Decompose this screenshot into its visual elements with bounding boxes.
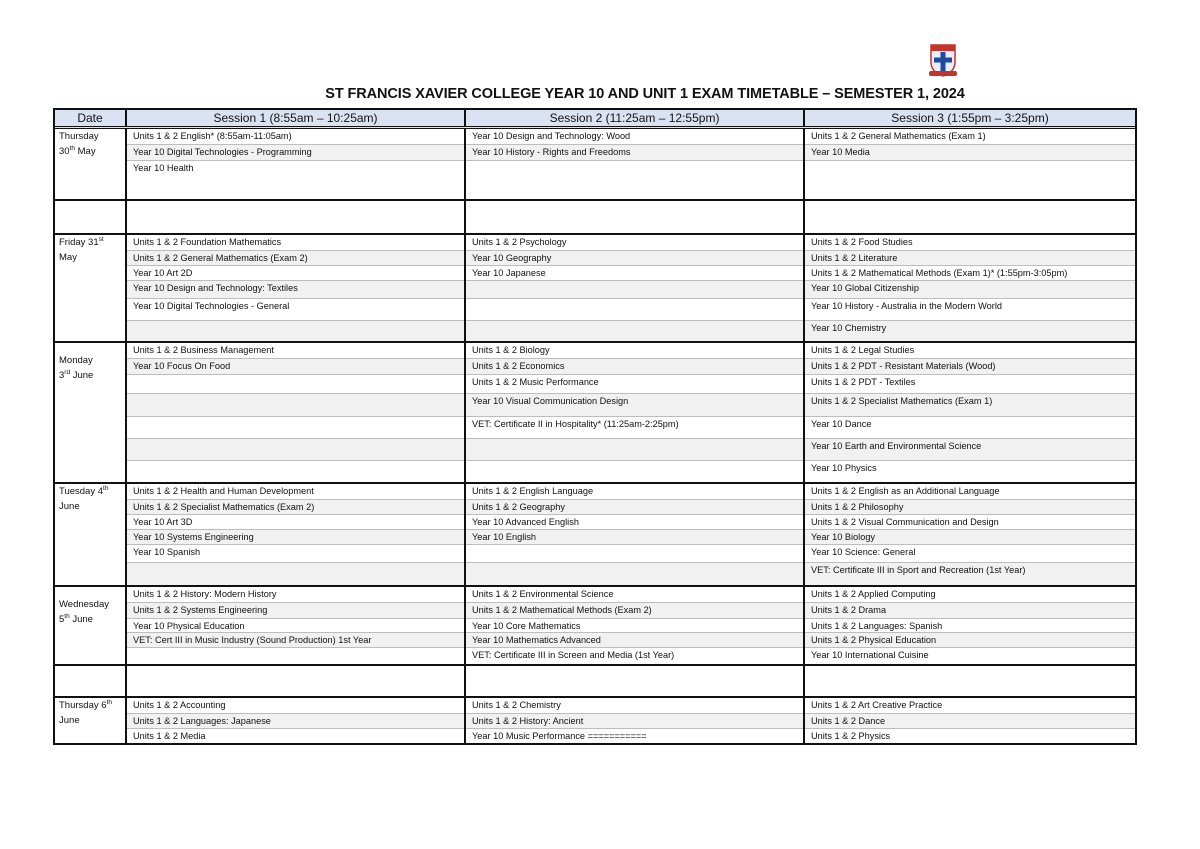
date-cell	[55, 129, 125, 199]
exam-entry: Units 1 & 2 Drama	[805, 603, 1135, 619]
date-ordinal: th	[106, 698, 112, 706]
exam-entry	[127, 666, 464, 696]
exam-entry	[805, 666, 1135, 696]
exam-entry: Year 10 Core Mathematics	[466, 619, 803, 633]
exam-entry: Units 1 & 2 Legal Studies	[805, 343, 1135, 359]
session-3-column	[803, 484, 1135, 585]
exam-entry: Units 1 & 2 Biology	[466, 343, 803, 359]
exam-entry	[466, 439, 803, 461]
exam-entry: Year 10 Science: General	[805, 545, 1135, 563]
exam-entry	[127, 321, 464, 341]
day-block	[55, 666, 1135, 698]
exam-entry: Year 10 Art 2D	[127, 266, 464, 281]
exam-entry: Units 1 & 2 Health and Human Development	[127, 484, 464, 500]
exam-entry: Units 1 & 2 General Mathematics (Exam 2)	[127, 251, 464, 266]
header-session-3: Session 3 (1:55pm – 3:25pm)	[803, 110, 1135, 126]
exam-entry: Units 1 & 2 Literature	[805, 251, 1135, 266]
exam-entry: Units 1 & 2 Food Studies	[805, 235, 1135, 251]
exam-entry: Units 1 & 2 Specialist Mathematics (Exam 2)	[127, 500, 464, 515]
exam-entry	[466, 321, 803, 341]
exam-entry: Units 1 & 2 Mathematical Methods (Exam 2)	[466, 603, 803, 619]
date-cell	[55, 666, 125, 696]
exam-entry: Year 10 Geography	[466, 251, 803, 266]
exam-entry: Units 1 & 2 Specialist Mathematics (Exam 1)	[805, 394, 1135, 417]
date-day: Monday	[59, 355, 93, 366]
exam-entry: Units 1 & 2 Economics	[466, 359, 803, 375]
exam-entry: Units 1 & 2 English* (8:55am-11:05am)	[127, 129, 464, 145]
exam-entry: Units 1 & 2 History: Ancient	[466, 714, 803, 729]
exam-entry	[127, 375, 464, 394]
session-3-column	[803, 343, 1135, 482]
timetable-body	[55, 129, 1135, 743]
session-1-column	[125, 666, 464, 696]
exam-entry: Year 10 Design and Technology: Textiles	[127, 281, 464, 299]
date-ordinal: st	[98, 235, 104, 243]
exam-entry: VET: Certificate II in Hospitality* (11:25am-2:25pm)	[466, 417, 803, 439]
exam-entry: Year 10 Biology	[805, 530, 1135, 545]
exam-entry: Units 1 & 2 Geography	[466, 500, 803, 515]
exam-entry: Units 1 & 2 Environmental Science	[466, 587, 803, 603]
exam-entry	[127, 563, 464, 585]
exam-entry: Year 10 Global Citizenship	[805, 281, 1135, 299]
date-number: 3	[59, 370, 65, 381]
exam-entry: Units 1 & 2 Systems Engineering	[127, 603, 464, 619]
date-month: June	[59, 715, 80, 726]
date-number: 5	[59, 614, 65, 625]
exam-entry: Units 1 & 2 Languages: Japanese	[127, 714, 464, 729]
exam-entry: Year 10 Art 3D	[127, 515, 464, 530]
exam-entry: Units 1 & 2 Chemistry	[466, 698, 803, 714]
exam-entry: Units 1 & 2 Psychology	[466, 235, 803, 251]
day-block	[55, 235, 1135, 343]
exam-entry	[466, 299, 803, 321]
exam-entry	[805, 161, 1135, 199]
date-ordinal: th	[103, 484, 109, 492]
date-day: Friday 31	[59, 237, 99, 248]
exam-entry	[466, 666, 803, 696]
exam-entry	[127, 417, 464, 439]
session-2-column	[464, 698, 803, 743]
date-ordinal: th	[64, 612, 70, 620]
session-2-column	[464, 201, 803, 233]
exam-entry: Year 10 Visual Communication Design	[466, 394, 803, 417]
exam-entry: Year 10 Physical Education	[127, 619, 464, 633]
exam-entry	[466, 281, 803, 299]
college-crest-logo	[928, 42, 958, 78]
date-cell	[55, 484, 125, 585]
exam-entry	[127, 439, 464, 461]
exam-entry: Units 1 & 2 History: Modern History	[127, 587, 464, 603]
exam-entry: Units 1 & 2 Physics	[811, 731, 891, 741]
exam-entry: Year 10 Chemistry	[805, 321, 1135, 341]
date-day: Thursday	[59, 131, 99, 142]
session-2-column	[464, 666, 803, 696]
session-3-column	[803, 235, 1135, 341]
exam-entry: VET: Certificate III in Screen and Media (1st Year)	[472, 650, 675, 660]
exam-entry: Units 1 & 2 English Language	[466, 484, 803, 500]
header-session-2: Session 2 (11:25am – 12:55pm)	[464, 110, 803, 126]
exam-entry: Units 1 & 2 Accounting	[127, 698, 464, 714]
exam-entry: Units 1 & 2 Visual Communication and Design	[805, 515, 1135, 530]
exam-entry: Units 1 & 2 Dance	[805, 714, 1135, 729]
exam-entry	[466, 201, 803, 233]
date-ordinal: rd	[64, 368, 71, 376]
exam-entry: Units 1 & 2 Applied Computing	[805, 587, 1135, 603]
header-session-1: Session 1 (8:55am – 10:25am)	[125, 110, 464, 126]
date-cell	[55, 698, 125, 743]
date-day: Thursday 6	[59, 700, 107, 711]
exam-entry: Year 10 International Cuisine	[811, 650, 929, 660]
page-title: ST FRANCIS XAVIER COLLEGE YEAR 10 AND UNIT 1 EXAM TIMETABLE – SEMESTER 1, 2024	[325, 86, 965, 102]
session-2-column	[464, 484, 803, 585]
session-1-column	[125, 235, 464, 341]
date-month: May	[59, 252, 77, 263]
exam-entry: Units 1 & 2 PDT - Resistant Materials (Wood)	[805, 359, 1135, 375]
exam-entry	[127, 461, 464, 482]
exam-entry: Year 10 English	[466, 530, 803, 545]
session-1-column	[125, 129, 464, 199]
exam-entry	[466, 563, 803, 585]
exam-entry: Units 1 & 2 Mathematical Methods (Exam 1)* (1:55pm-3:05pm)	[805, 266, 1135, 281]
exam-entry: Year 10 Mathematics Advanced	[466, 633, 803, 648]
exam-entry: Units 1 & 2 Physical Education	[805, 633, 1135, 648]
exam-entry: Year 10 Media	[805, 145, 1135, 161]
date-day: Tuesday 4	[59, 486, 104, 497]
exam-entry	[127, 648, 464, 664]
date-number: 30	[59, 146, 70, 157]
date-cell	[55, 343, 125, 482]
exam-entry: Year 10 Focus On Food	[127, 359, 464, 375]
date-cell	[55, 201, 125, 233]
day-block	[55, 698, 1135, 743]
exam-entry	[127, 201, 464, 233]
date-cell	[55, 587, 125, 664]
exam-entry	[127, 394, 464, 417]
day-block	[55, 343, 1135, 484]
exam-entry: Units 1 & 2 Media	[133, 731, 206, 741]
exam-entry: Year 10 Earth and Environmental Science	[805, 439, 1135, 461]
date-month: June	[69, 614, 93, 625]
exam-entry: Year 10 Advanced English	[466, 515, 803, 530]
exam-entry: Units 1 & 2 Foundation Mathematics	[127, 235, 464, 251]
session-1-column	[125, 201, 464, 233]
exam-entry: Year 10 Dance	[805, 417, 1135, 439]
exam-entry: Units 1 & 2 Languages: Spanish	[805, 619, 1135, 633]
exam-entry	[466, 161, 803, 199]
exam-entry: Units 1 & 2 Business Management	[127, 343, 464, 359]
exam-entry: Units 1 & 2 Art Creative Practice	[805, 698, 1135, 714]
exam-entry: Year 10 Design and Technology: Wood	[466, 129, 803, 145]
day-block	[55, 587, 1135, 666]
exam-entry: Year 10 Physics	[811, 463, 877, 473]
exam-entry: Year 10 Digital Technologies - General	[127, 299, 464, 321]
header-row	[55, 110, 1135, 129]
date-month: May	[75, 146, 96, 157]
session-1-column	[125, 587, 464, 664]
session-3-column	[803, 587, 1135, 664]
day-block	[55, 129, 1135, 201]
date-month: June	[70, 370, 94, 381]
exam-entry	[466, 545, 803, 563]
exam-entry: Year 10 History - Rights and Freedoms	[466, 145, 803, 161]
exam-entry: VET: Certificate III in Sport and Recreation (1st Year)	[805, 563, 1135, 585]
exam-entry	[466, 461, 803, 482]
exam-entry: Units 1 & 2 Philosophy	[805, 500, 1135, 515]
session-1-column	[125, 484, 464, 585]
session-2-column	[464, 587, 803, 664]
exam-entry: Units 1 & 2 English as an Additional Language	[805, 484, 1135, 500]
session-1-column	[125, 698, 464, 743]
exam-entry: Units 1 & 2 Music Performance	[466, 375, 803, 394]
exam-entry: Year 10 Music Performance ===========	[472, 731, 647, 741]
session-2-column	[464, 235, 803, 341]
exam-entry: Year 10 Health	[133, 163, 194, 173]
exam-entry: Units 1 & 2 General Mathematics (Exam 1)	[805, 129, 1135, 145]
session-3-column	[803, 201, 1135, 233]
exam-timetable	[53, 108, 1137, 745]
date-month: June	[59, 501, 80, 512]
exam-entry: Year 10 Systems Engineering	[127, 530, 464, 545]
session-3-column	[803, 666, 1135, 696]
session-2-column	[464, 129, 803, 199]
exam-entry: Year 10 Japanese	[466, 266, 803, 281]
exam-entry	[805, 201, 1135, 233]
day-block	[55, 484, 1135, 587]
date-ordinal: th	[69, 144, 75, 152]
exam-entry: VET: Cert III in Music Industry (Sound Production) 1st Year	[127, 633, 464, 648]
date-day: Wednesday	[59, 599, 109, 610]
exam-entry: Units 1 & 2 PDT - Textiles	[805, 375, 1135, 394]
exam-entry: Year 10 Spanish	[127, 545, 464, 563]
exam-entry: Year 10 History - Australia in the Modern World	[805, 299, 1135, 321]
header-date: Date	[77, 111, 103, 125]
date-cell	[55, 235, 125, 341]
session-3-column	[803, 698, 1135, 743]
day-block	[55, 201, 1135, 235]
session-3-column	[803, 129, 1135, 199]
exam-entry: Year 10 Digital Technologies - Programming	[127, 145, 464, 161]
session-1-column	[125, 343, 464, 482]
session-2-column	[464, 343, 803, 482]
